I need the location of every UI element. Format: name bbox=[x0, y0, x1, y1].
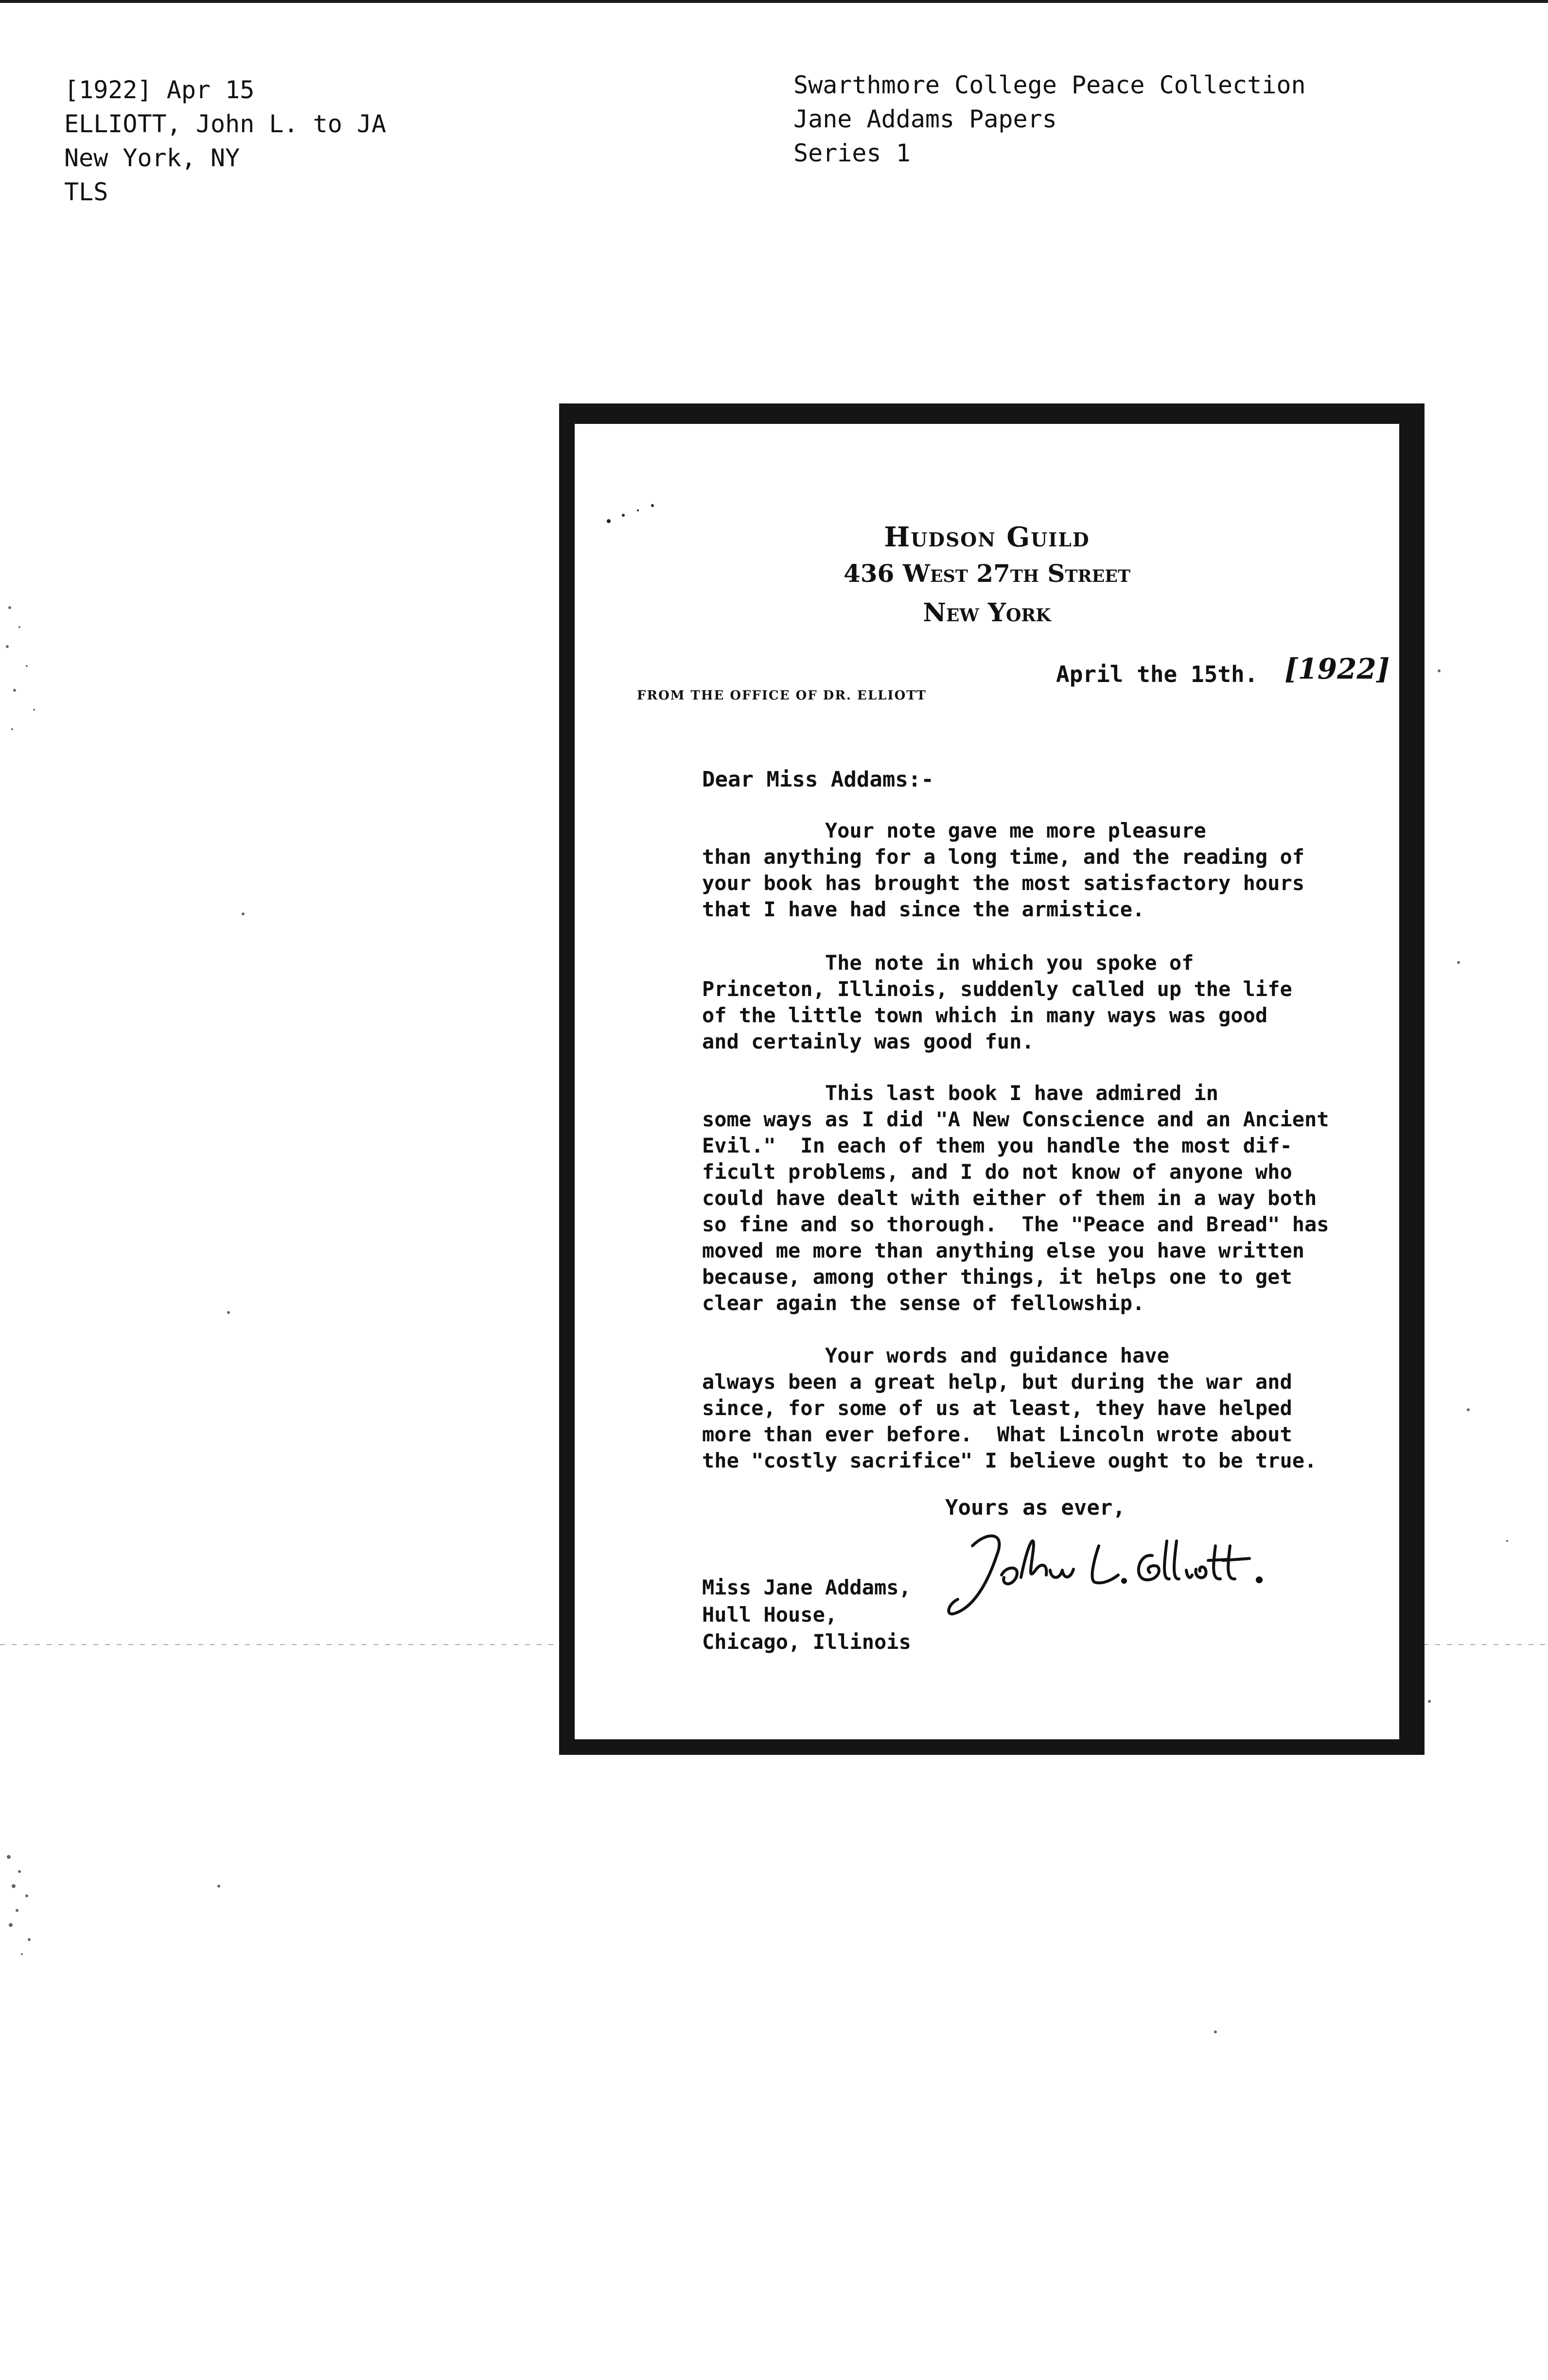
text-line: than anything for a long time, and the reading of bbox=[702, 845, 1305, 869]
text-line: because, among other things, it helps one to get bbox=[702, 1265, 1292, 1289]
text-line: some ways as I did "A New Conscience and an Ancient bbox=[702, 1107, 1329, 1131]
letter-salutation: Dear Miss Addams:- bbox=[702, 767, 934, 792]
text-line: of the little town which in many ways was good bbox=[702, 1003, 1268, 1027]
text-line: since, for some of us at least, they have helped bbox=[702, 1396, 1292, 1420]
letterhead-city: New York bbox=[923, 598, 1051, 628]
text-line: your book has brought the most satisfactory hours bbox=[702, 871, 1305, 895]
letter-date: April the 15th. bbox=[1056, 661, 1258, 687]
text-line: the "costly sacrifice" I believe ought to be true. bbox=[702, 1449, 1317, 1472]
text-line: and certainly was good fun. bbox=[702, 1030, 1034, 1053]
addressee-city: Chicago, Illinois bbox=[702, 1630, 911, 1654]
text-line: always been a great help, but during the war and bbox=[702, 1370, 1292, 1394]
handwritten-signature bbox=[943, 1512, 1284, 1628]
letterhead-address: 436 West 27th Street bbox=[843, 559, 1131, 588]
addressee-name: Miss Jane Addams, bbox=[702, 1575, 911, 1599]
letterhead-organization: Hudson Guild bbox=[884, 521, 1090, 553]
text-line: more than ever before. What Lincoln wrote about bbox=[702, 1422, 1292, 1446]
text-line: so fine and so thorough. The "Peace and Bread" has bbox=[702, 1212, 1329, 1236]
text-line: Your note gave me more pleasure bbox=[702, 819, 1206, 842]
text-line: ficult problems, and I do not know of anyone who bbox=[702, 1160, 1292, 1184]
catalog-date: [1922] Apr 15 bbox=[64, 76, 255, 104]
text-line: could have dealt with either of them in a way both bbox=[702, 1186, 1317, 1210]
letter-paragraph-3 bbox=[702, 1080, 1363, 1316]
text-line: Princeton, Illinois, suddenly called up the life bbox=[702, 977, 1292, 1001]
addressee-house: Hull House, bbox=[702, 1603, 838, 1627]
text-line: that I have had since the armistice. bbox=[702, 897, 1145, 921]
letterhead-office: FROM THE OFFICE OF DR. ELLIOTT bbox=[637, 688, 927, 703]
letter-page bbox=[575, 424, 1399, 1739]
collection-name: Swarthmore College Peace Collection bbox=[793, 71, 1306, 99]
collection-papers: Jane Addams Papers bbox=[793, 105, 1057, 133]
ink-specks bbox=[604, 502, 662, 526]
catalog-correspondents: ELLIOTT, John L. to JA bbox=[64, 110, 387, 138]
letter-paragraph-2 bbox=[702, 950, 1363, 1055]
text-line: Your words and guidance have bbox=[702, 1344, 1169, 1367]
text-line: This last book I have admired in bbox=[702, 1081, 1219, 1105]
catalog-doc-type: TLS bbox=[64, 178, 108, 206]
text-line: clear again the sense of fellowship. bbox=[702, 1291, 1145, 1315]
text-line: Evil." In each of them you handle the most dif- bbox=[702, 1134, 1292, 1157]
collection-series: Series 1 bbox=[793, 139, 911, 167]
catalog-place: New York, NY bbox=[64, 144, 240, 172]
handwritten-date-annotation: [1922] bbox=[1284, 652, 1390, 685]
letter-paragraph-1 bbox=[702, 818, 1363, 923]
letter-addressee bbox=[702, 1574, 911, 1656]
letter-closing: Yours as ever, bbox=[945, 1495, 1126, 1520]
text-line: moved me more than anything else you have written bbox=[702, 1239, 1305, 1262]
letter-paragraph-4 bbox=[702, 1343, 1363, 1474]
text-line: The note in which you spoke of bbox=[702, 951, 1194, 975]
